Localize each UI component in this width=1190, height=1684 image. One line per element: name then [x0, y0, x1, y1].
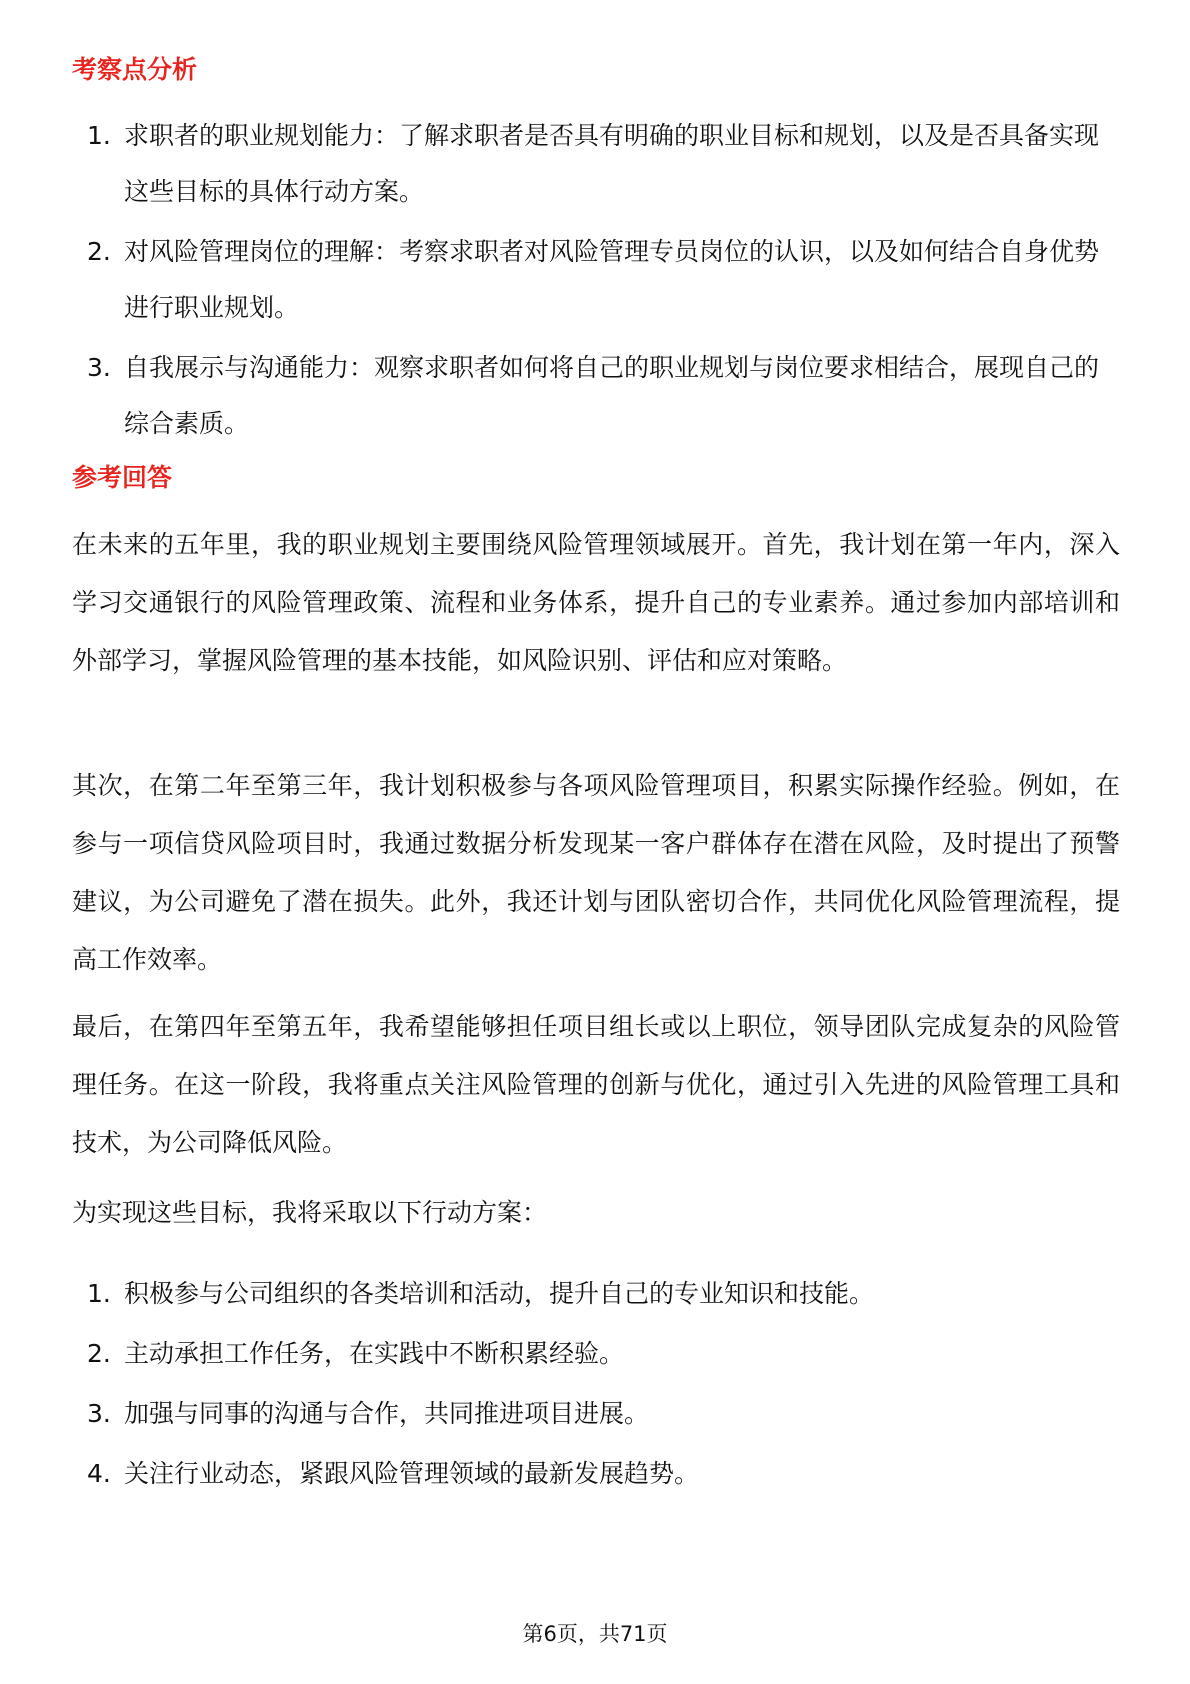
list-item-number: 2.: [87, 237, 111, 266]
list-item: [72, 1266, 1122, 1322]
list-item: [72, 108, 1122, 220]
list-item: [72, 340, 1122, 452]
list-item-number: 1.: [87, 121, 111, 150]
list-item-text: 自我展示与沟通能力：观察求职者如何将自己的职业规划与岗位要求相结合，展现自己的综合素质。: [124, 353, 1100, 438]
section-heading-answer: 参考回答: [72, 463, 173, 492]
analysis-list: [72, 108, 1122, 456]
page-number-footer: 第6页，共71页: [522, 1622, 668, 1646]
list-item-text: 主动承担工作任务，在实践中不断积累经验。: [124, 1339, 625, 1368]
list-item: [72, 224, 1122, 336]
list-item-text: 加强与同事的沟通与合作，共同推进项目进展。: [124, 1399, 650, 1428]
answer-paragraph-2: 其次，在第二年至第三年，我计划积极参与各项风险管理项目，积累实际操作经验。例如，在参与一项信贷风险项目时，我通过数据分析发现某一客户群体存在潜在风险，及时提出了预警建议，为公司避免了潜在损失。此外，我还计划与团队密切合作，共同优化风险管理流程，提高工作效率。: [72, 771, 1120, 974]
list-item-text: 求职者的职业规划能力：了解求职者是否具有明确的职业目标和规划，以及是否具备实现这些目标的具体行动方案。: [124, 121, 1100, 206]
list-item-number: 1.: [87, 1279, 111, 1308]
list-item-text: 积极参与公司组织的各类培训和活动，提升自己的专业知识和技能。: [124, 1279, 875, 1308]
answer-paragraph-1: 在未来的五年里，我的职业规划主要围绕风险管理领域展开。首先，我计划在第一年内，深入学习交通银行的风险管理政策、流程和业务体系，提升自己的专业素养。通过参加内部培训和外部学习，掌握风险管理的基本技能，如风险识别、评估和应对策略。: [72, 530, 1120, 675]
list-item-number: 4.: [87, 1459, 111, 1488]
action-list: [72, 1266, 1122, 1506]
answer-paragraph-3: 最后，在第四年至第五年，我希望能够担任项目组长或以上职位，领导团队完成复杂的风险管理任务。在这一阶段，我将重点关注风险管理的创新与优化，通过引入先进的风险管理工具和技术，为公司降低风险。: [72, 1012, 1120, 1157]
list-item-number: 3.: [87, 1399, 111, 1428]
section-heading-analysis: 考察点分析: [72, 55, 198, 84]
list-item-text: 关注行业动态，紧跟风险管理领域的最新发展趋势。: [124, 1459, 700, 1488]
list-item-number: 3.: [87, 353, 111, 382]
list-item-text: 对风险管理岗位的理解：考察求职者对风险管理专员岗位的认识，以及如何结合自身优势进行职业规划。: [124, 237, 1100, 322]
list-item: [72, 1326, 1122, 1382]
list-item: [72, 1446, 1122, 1502]
list-item: [72, 1386, 1122, 1442]
answer-paragraph-4: 为实现这些目标，我将采取以下行动方案：: [72, 1198, 548, 1227]
list-item-number: 2.: [87, 1339, 111, 1368]
